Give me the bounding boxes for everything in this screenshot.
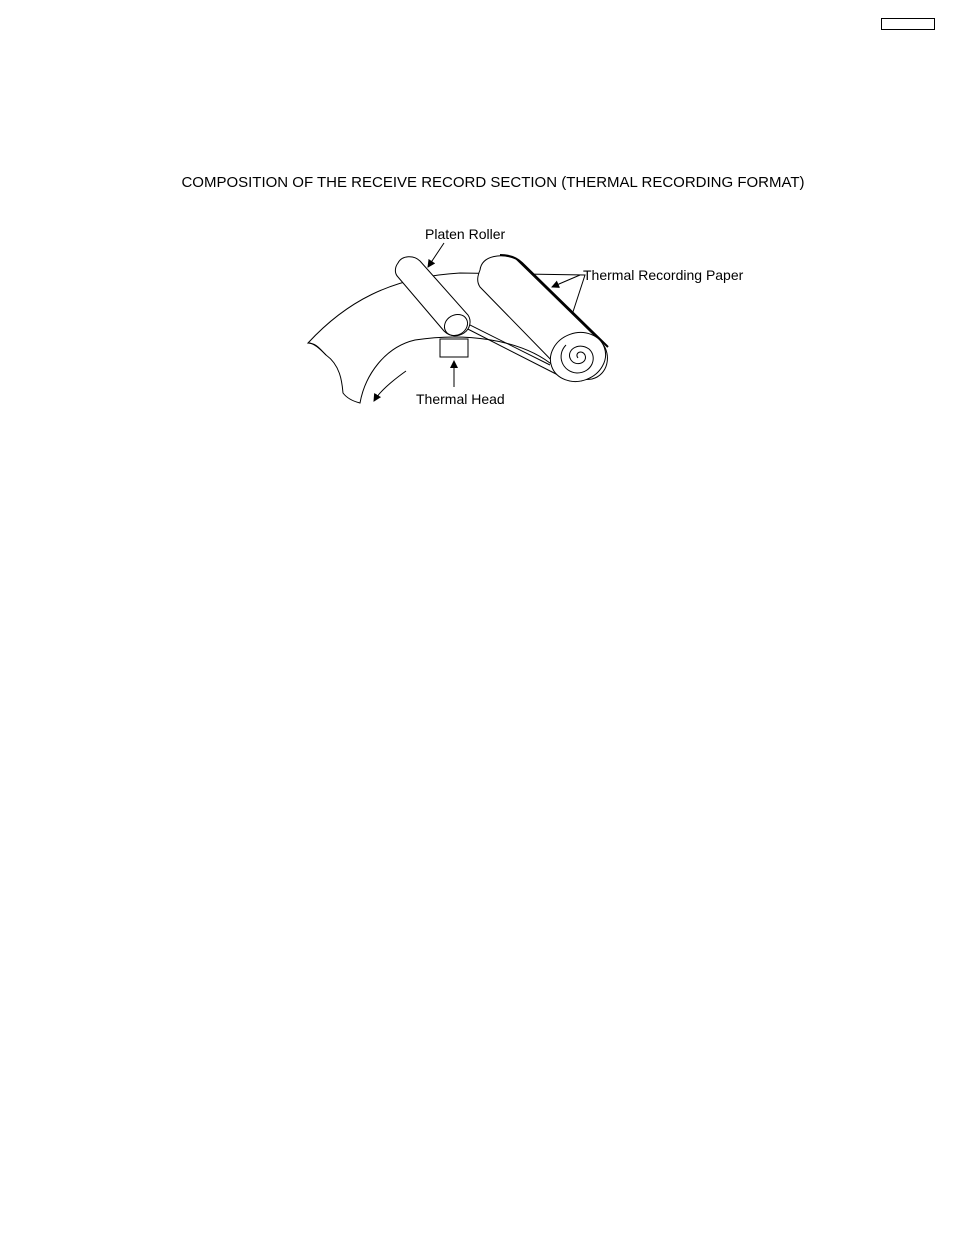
thermal-head-label: Thermal Head	[416, 391, 505, 407]
platen-roller-leader	[428, 243, 444, 267]
section-title: COMPOSITION OF THE RECEIVE RECORD SECTION (THERMAL RECORDING FORMAT)	[181, 174, 805, 191]
thermal-head	[440, 339, 468, 357]
thermal-recording-diagram	[160, 215, 800, 415]
feed-direction-arrow	[374, 371, 406, 401]
page-id-box	[881, 18, 935, 30]
thermal-recording-paper-label: Thermal Recording Paper	[583, 267, 744, 283]
platen-roller-label: Platen Roller	[425, 226, 506, 242]
